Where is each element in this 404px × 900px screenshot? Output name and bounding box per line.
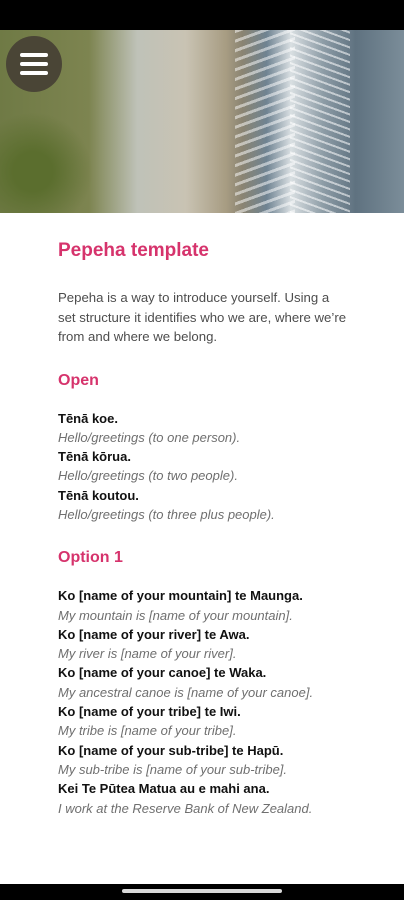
english-translation: My mountain is [name of your mountain]. — [58, 607, 293, 623]
home-gesture-handle[interactable] — [122, 889, 282, 893]
open-greetings-list — [58, 409, 348, 525]
content-area — [58, 236, 348, 818]
maori-line: Ko [name of your canoe] te Waka. — [58, 665, 267, 681]
maori-line: Ko [name of your sub-tribe] te Hapū. — [58, 742, 284, 758]
english-translation: My sub-tribe is [name of your sub-tribe]. — [58, 761, 288, 777]
maori-line: Ko [name of your tribe] te Iwi. — [58, 704, 241, 720]
maori-line: Tēnā koutou. — [58, 487, 139, 503]
menu-button[interactable] — [6, 36, 62, 92]
maori-line: Ko [name of your mountain] te Maunga. — [58, 588, 303, 604]
english-translation: My tribe is [name of your tribe]. — [58, 723, 237, 739]
hamburger-menu-icon-bar — [20, 71, 48, 75]
maori-line: Ko [name of your river] te Awa. — [58, 626, 250, 642]
maori-line: Tēnā koe. — [58, 410, 118, 426]
status-bar — [0, 0, 404, 30]
maori-line: Tēnā kōrua. — [58, 449, 131, 465]
english-translation: Hello/greetings (to two people). — [58, 468, 238, 484]
page-title: Pepeha template — [58, 240, 209, 261]
hero-wave-foam — [235, 30, 295, 213]
english-translation: My river is [name of your river]. — [58, 646, 237, 662]
english-translation: Hello/greetings (to one person). — [58, 429, 241, 445]
intro-paragraph: Pepeha is a way to introduce yourself. Using a set structure it identifies who we are, where we’re from and where we belong. — [58, 290, 347, 344]
hamburger-menu-icon-bar — [20, 62, 48, 66]
option-1-list — [58, 586, 348, 818]
section-heading-open: Open — [58, 371, 99, 389]
english-translation: I work at the Reserve Bank of New Zealand. — [58, 800, 313, 816]
hamburger-menu-icon — [20, 53, 48, 57]
english-translation: My ancestral canoe is [name of your canoe]. — [58, 684, 314, 700]
english-translation: Hello/greetings (to three plus people). — [58, 506, 275, 522]
maori-line: Kei Te Pūtea Matua au e mahi ana. — [58, 781, 270, 797]
hero-grass-area — [0, 110, 110, 213]
section-heading-option-1: Option 1 — [58, 549, 123, 567]
hero-wave-foam-outer — [290, 30, 350, 213]
